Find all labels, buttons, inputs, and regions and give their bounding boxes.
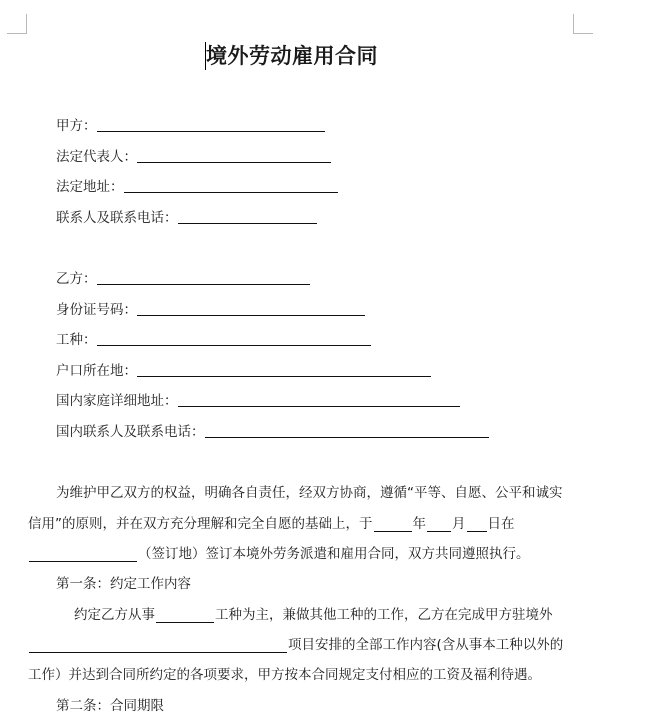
party-b-domestic-contact-label: 国内联系人及联系电话： <box>56 424 205 440</box>
article-text: 工作）并达到合同所约定的各项要求，甲方按本合同规定支付相应的工资及福利待遇。 <box>28 667 541 683</box>
preamble-text: 信用”的原则，并在双方充分理解和完全自愿的基础上，于 <box>28 516 373 532</box>
party-b-job-label: 工种： <box>56 332 97 348</box>
party-a-contact-line[interactable] <box>56 206 317 226</box>
crop-mark <box>574 33 593 34</box>
party-b-domestic-contact-line[interactable] <box>56 420 489 440</box>
party-b-hukou-blank[interactable] <box>137 375 431 377</box>
article-heading: 第二条：合同期限 <box>56 698 164 714</box>
party-b-domestic-contact-blank[interactable] <box>205 436 489 438</box>
party-a-name-blank[interactable] <box>97 130 325 132</box>
article-2-heading[interactable] <box>56 694 164 714</box>
year-blank[interactable] <box>374 517 412 532</box>
party-b-hukou-label: 户口所在地： <box>56 363 137 379</box>
month-blank[interactable] <box>427 517 451 532</box>
party-a-contact-label: 联系人及联系电话： <box>56 210 178 226</box>
party-b-home-address-blank[interactable] <box>178 405 460 407</box>
month-label: 月 <box>452 516 466 532</box>
article-1-line-1[interactable] <box>74 603 553 623</box>
party-a-address-label: 法定地址： <box>56 179 124 195</box>
crop-mark <box>7 33 26 34</box>
preamble-line-3[interactable] <box>28 542 530 562</box>
party-a-address-line[interactable] <box>56 175 338 195</box>
party-b-hukou-line[interactable] <box>56 359 431 379</box>
crop-mark <box>26 14 27 34</box>
article-text: 项目安排的全部工作内容(含从事本工种以外的 <box>288 637 564 653</box>
party-a-rep-line[interactable] <box>56 145 331 165</box>
party-a-rep-blank[interactable] <box>137 161 331 163</box>
party-b-id-label: 身份证号码： <box>56 302 137 318</box>
article-heading: 第一条：约定工作内容 <box>56 576 191 592</box>
preamble-text: 为维护甲乙双方的权益，明确各自责任，经双方协商，遵循“平等、自愿、公平和诚实 <box>56 485 563 501</box>
preamble-line-1[interactable] <box>56 481 563 501</box>
project-blank[interactable] <box>29 638 287 653</box>
day-blank[interactable] <box>467 517 487 532</box>
party-a-address-blank[interactable] <box>124 191 338 193</box>
party-b-name-line[interactable] <box>56 267 310 287</box>
preamble-line-2[interactable] <box>28 512 515 532</box>
party-a-name-label: 甲方： <box>56 118 97 134</box>
article-1-line-2[interactable] <box>28 633 563 653</box>
party-a-contact-blank[interactable] <box>178 222 317 224</box>
article-1-heading[interactable] <box>56 572 191 592</box>
article-1-line-3[interactable] <box>28 663 541 683</box>
party-b-home-address-line[interactable] <box>56 389 460 409</box>
party-b-id-line[interactable] <box>56 298 365 318</box>
party-b-home-address-label: 国内家庭详细地址： <box>56 393 178 409</box>
document-title[interactable]: 境外劳动雇用合同 <box>206 44 378 68</box>
party-a-rep-label: 法定代表人： <box>56 149 137 165</box>
party-b-name-blank[interactable] <box>97 283 310 285</box>
preamble-text: （签订地）签订本境外劳务派遣和雇用合同，双方共同遵照执行。 <box>138 546 530 562</box>
party-a-name-line[interactable] <box>56 114 325 134</box>
party-b-job-blank[interactable] <box>97 344 371 346</box>
year-label: 年 <box>412 516 426 532</box>
article-text: 约定乙方从事 <box>74 607 155 623</box>
party-b-id-blank[interactable] <box>137 314 365 316</box>
signing-place-blank[interactable] <box>29 547 137 562</box>
job-type-blank[interactable] <box>156 608 214 623</box>
crop-mark <box>573 14 574 34</box>
article-text: 工种为主，兼做其他工种的工作，乙方在完成甲方驻境外 <box>215 607 553 623</box>
party-b-name-label: 乙方： <box>56 271 97 287</box>
party-b-job-line[interactable] <box>56 328 371 348</box>
day-label: 日在 <box>487 516 515 532</box>
